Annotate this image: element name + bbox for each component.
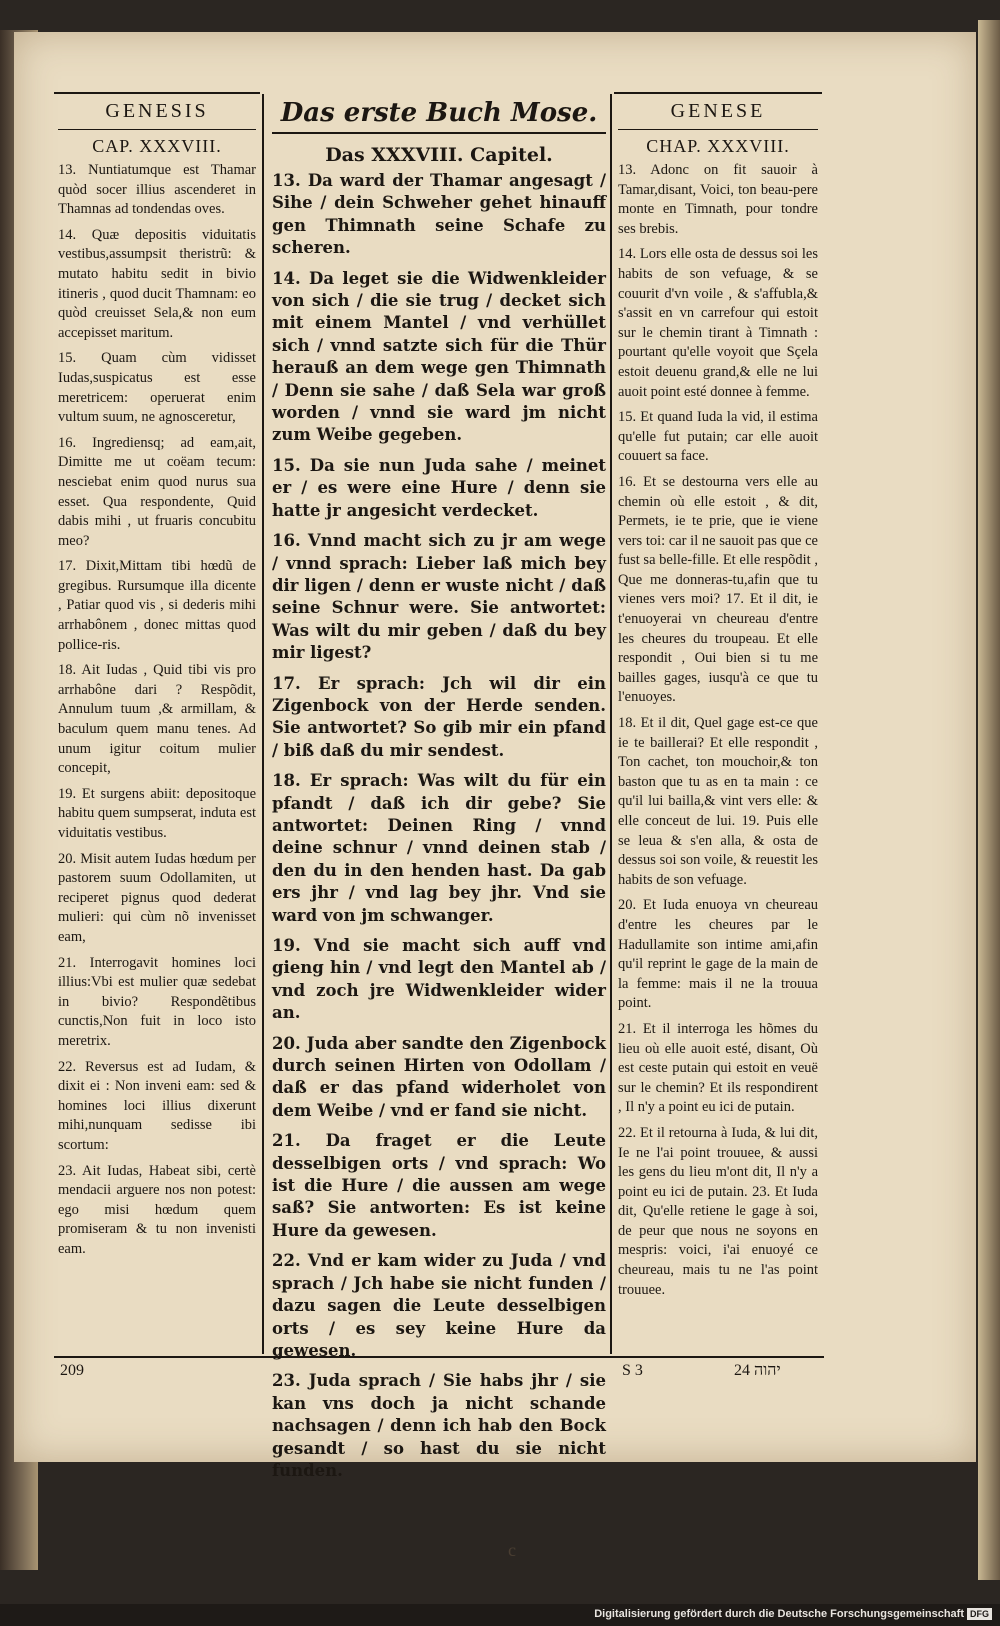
latin-running-head: GENESIS [105,100,209,122]
german-verse: 14. Da leget sie die Widwenkleider von sich / die sie trug / decket sich mit einem Mantel / vnd verhüllet sich / vnnd satzte sich für die Thür herauß an dem wege gen Thimnath / Denn sie sahe / daß Sela war groß worden / vnnd sie ward jm nicht zum Weibe gegeben. [272,268,606,445]
german-verse: 23. Juda sprach / Sie habs jhr / sie kan vns doch ja nicht schande nachsagen / denn ich hab den Bock gesandt / so hast du sie nicht funden. [272,1371,606,1480]
latin-column [58,100,256,1265]
german-title-rule [272,132,606,134]
german-verse: 19. Vnd sie macht sich auff vnd gieng hin / vnd legt den Mantel ab / vnd zoch jre Widwenkleider wider an. [272,936,606,1023]
french-verse: 18. Et il dit, Quel gage est-ce que ie te baillerai? Et elle respondit , Ton cachet, ton mouchoir,& ton baston que tu as en ta main : ce qu'il lui bailla,& vint vers elle: & elle conceut de lui. 19. Puis elle se leua & s'en alla, & osta de dessus soi son voile, & reuestit les habits de son vefuage. [618,715,818,888]
dfg-logo: DFG [967,1608,992,1620]
attribution-text: Digitalisierung gefördert durch die Deutsche Forschungsgemeinschaft [594,1608,964,1620]
french-verse: 22. Et il retourna à Iuda, & lui dit, Ie ne l'ai point trouuee, & aussi les gens du lieu m'ont dit, Il n'y a point eu ici de putain. 23. Et Iuda dit, Qu'elle retiene le gage à soi, de peur que nous ne soyons en mespris: voici, i'ai enuoyé ce cheureau, mais tu ne l'as point trouuee. [618,1124,818,1298]
french-column [618,100,818,1306]
french-verse: 13. Adonc on fit sauoir à Tamar,disant, Voici, ton beau-pere monte en Timnath, pour tondre ses brebis. [618,162,818,237]
latin-verse: 16. Ingrediensq; ad eam,ait, Dimitte me ut coëam tecum: nesciebat enim quod nurus sua esset. Qua respondente, Quid dabis mihi , ut fruaris concubitu meo? [58,434,256,549]
latin-verse: 23. Ait Iudas, Habeat sibi, certè mendacii arguere nos non potest: ego misi hœdum quem promiseram & tu non invenisti eam. [58,1162,256,1257]
column-divider-right [610,94,612,1354]
latin-verse: 22. Reversus est ad Iudam, & dixit ei : Non inveni eam: sed & homines loci illius dixerunt mihi,nunquam sedisse ibi scortum: [58,1058,256,1153]
latin-top-rule [54,92,260,94]
book-page-edge [978,20,1000,1580]
german-verse: 13. Da ward der Thamar angesagt / Sihe / dein Schweher gehet hinauff gen Thimnath seine Schafe zu scheren. [272,171,606,258]
latin-chapter-heading: CAP. XXXVIII. [58,129,256,157]
german-verse: 16. Vnnd macht sich zu jr am wege / vnnd sprach: Lieber laß mich bey dir ligen / denn er wuste nicht / daß seine Schnur were. Sie antwortet: Was wilt du mir geben / daß du bey mir ligest? [272,531,606,663]
latin-verse: 13. Nuntiatumque est Thamar quòd socer illius ascenderet in Thamnas ad tondendas oves. [58,162,256,218]
signature-mark: S 3 [622,1362,643,1379]
french-verse: 15. Et quand Iuda la vid, il estima qu'elle fut putain; car elle auoit couuert sa face. [618,409,818,465]
french-verse: 21. Et il interroga les hõmes du lieu où elle auoit esté, disant, Où est ceste putain qui estoit en veuë sur le chemin? Et ils respondirent , Il n'y a point eu ici de putain. [618,1020,818,1116]
german-verse: 15. Da sie nun Juda sahe / meinet er / es were eine Hure / denn sie hatte jr angesicht verdecket. [272,455,606,520]
latin-verse: 19. Et surgens abiit: depositoque habitu quem sumpserat, induta est viduitatis vestibus. [58,785,256,841]
french-verse: 14. Lors elle osta de dessus soi les habits de son vefuage, & se couurit d'vn voile , & s'affubla,& s'assit en vn carrefour qui estoit sur le chemin tirant à Timnath : pourtant qu'elle voyoit que Sçela estoit deuenu grand,& elle ne lui auoit point esté donnee à femme. [618,246,818,400]
latin-verse: 15. Quam cùm vidisset Iudas,suspicatus est esse meretricem: operuerat enim vultum suum, ne agnosceretur, [58,350,256,426]
french-verse: 16. Et se destourna vers elle au chemin où elle estoit , & dit, Permets, ie te prie, que ie viene vers toi: car il ne sauoit pas que ce fust sa belle-fille. Et elle respõdit , Que me donneras-tu,afin que tu vienes vers moi? 17. Et il dit, ie t'enuoyerai vn cheureau d'entre les cheures du troupeau. Et elle respondit , Oui bien si tu me bailles gages, iusqu'à ce que tu l'enuoyes. [618,473,818,706]
german-verse: 22. Vnd er kam wider zu Juda / vnd sprach / Jch habe sie nicht funden / dazu sagen die Leute desselbigen orts / es sey keine Hure da gewesen. [272,1251,606,1360]
french-verse: 20. Et Iuda enuoya vn cheureau d'entre les cheures par le Hadullamite son intime ami,afin qu'il reprint le gage de la main de la femme: mais il ne la trouua point. [618,897,818,1012]
french-top-rule [614,92,822,94]
german-verse: 21. Da fraget er die Leute desselbigen orts / vnd sprach: Wo ist die Hure / die aussen am wege saß? Sie antworten: Es ist keine Hure da gewesen. [272,1131,606,1240]
hebrew-footer: יהוה 24 [734,1362,781,1379]
latin-verse: 21. Interrogavit homines loci illius:Vbi est mulier quæ sedebat in bivio? Respondẽtibus cunctis,Non fuit in loco isto meretrix. [58,954,256,1049]
german-chapter-heading: Das XXXVIII. Capitel. [325,144,553,166]
latin-verse: 14. Quæ depositis viduitatis vestibus,assumpsit theristrũ: & mutato habitu sedit in bivio itineris , quod ducit Thamnam: eo quòd creuisset Sela,& non eum accepisset maritum. [58,226,256,341]
german-column [272,98,606,1490]
german-book-title: Das erste Buch Mose. [280,98,598,128]
latin-verse: 18. Ait Iudas , Quid tibi vis pro arrhabône dari ? Respõdit, Annulum tuum ,& armillam, & baculum quem manu tenes. Ad unum igitur coitum mulier concepit, [58,662,256,777]
french-running-head: GENESE [670,100,766,122]
column-divider-left [262,94,264,1354]
page-content [44,0,974,1626]
page-number: 209 [60,1362,84,1379]
french-chapter-heading: CHAP. XXXVIII. [618,129,818,157]
german-verse: 20. Juda aber sandte den Zigenbock durch seinen Hirten von Odollam / daß er das pfand widerholet von dem Weibe / vnd er fand sie nicht. [272,1033,606,1120]
german-verse: 17. Er sprach: Jch wil dir ein Zigenbock von der Herde senden. Sie antwortet? So gib mir ein pfand / biß daß du mir sendest. [272,673,606,760]
decorative-mark: c [508,1540,516,1560]
attribution-bar [0,1604,1000,1626]
latin-verse: 20. Misit autem Iudas hœdum per pastorem suum Odollamiten, ut reciperet pignus quod dederat mulieri: qui cùm nõ invenisset eam, [58,850,256,945]
latin-verse: 17. Dixit,Mittam tibi hœdũ de gregibus. Rursumque illa dicente , Patiar quod vis , si dederis mihi arrhabônem , donec mittas quod pollice-ris. [58,558,256,653]
german-verse: 18. Er sprach: Was wilt du für ein pfandt / daß ich dir gebe? Sie antwortet: Deinen Ring / vnnd deine schnur / vnnd deinen stab / den du in den henden hast. Da gab ers jhr / vnd lag bey jhr. Vnd sie ward von jm schwanger. [272,771,606,925]
